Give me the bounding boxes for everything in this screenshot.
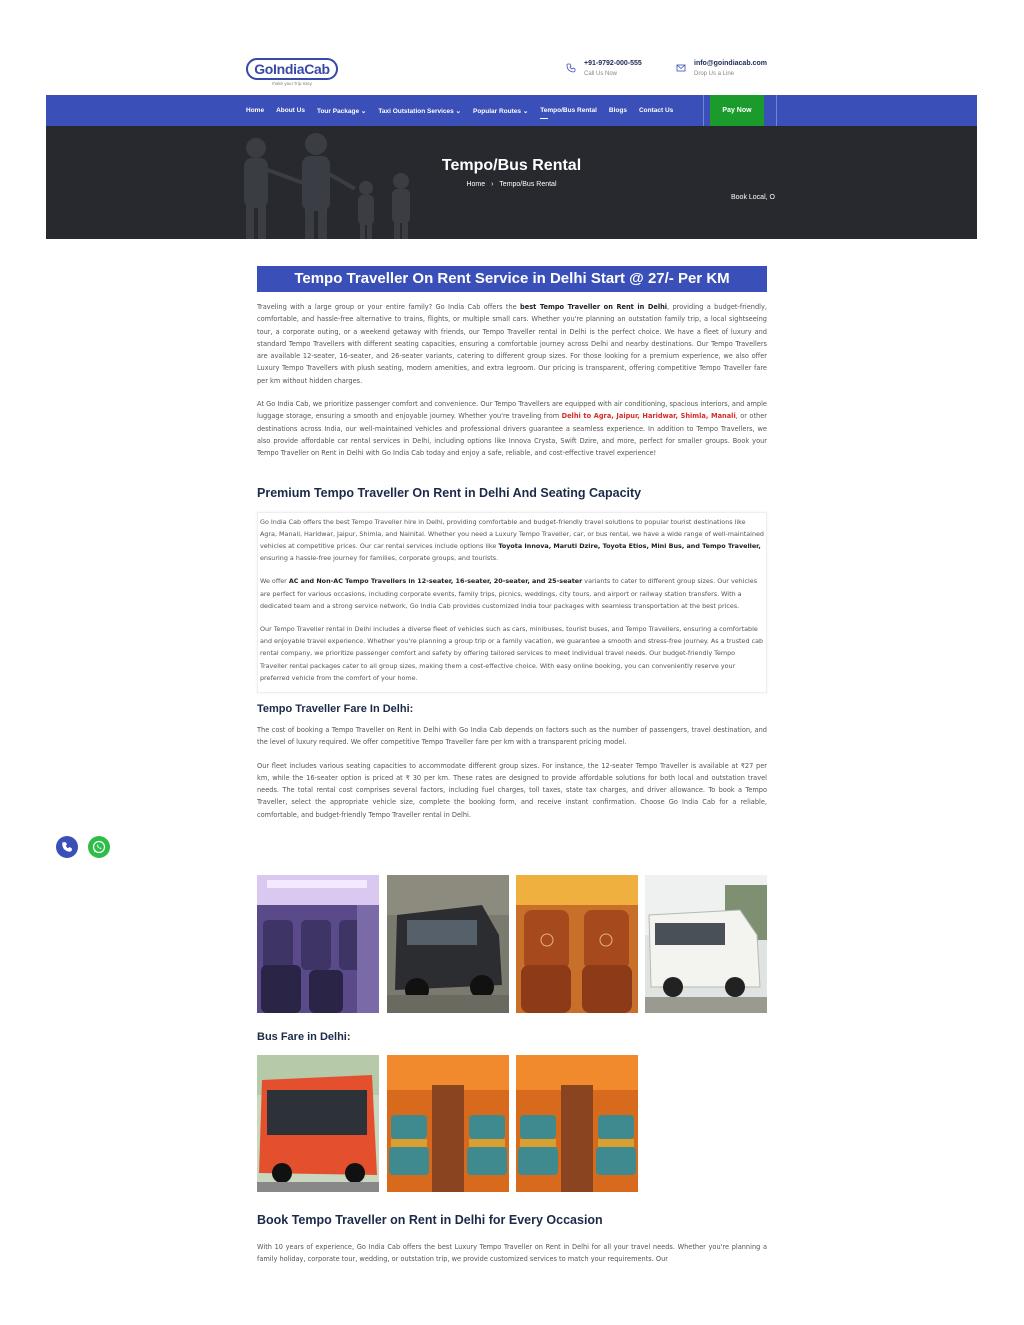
phone-number[interactable]: +91-9792-000-555	[584, 60, 642, 67]
phone-icon	[61, 841, 73, 853]
phone-icon	[566, 63, 576, 73]
email-address[interactable]: info@goindiacab.com	[694, 60, 767, 67]
nav-item-popular-routes[interactable]: Popular Routes ⌄	[473, 107, 529, 115]
nav-items	[246, 95, 673, 126]
book-heading: Book Tempo Traveller on Rent in Delhi for Every Occasion	[257, 1213, 603, 1227]
nav-item-tempo-bus-rental[interactable]: Tempo/Bus Rental	[540, 107, 597, 114]
bus-interior-photo-2[interactable]	[516, 1055, 638, 1192]
box-paragraph-1: Go India Cab offers the best Tempo Traveller hire in Delhi, providing comfortable and budget-friendly travel solutions to popular tourist destinations like Agra, Manali, Haridwar, Jaipur, Shimla, and Nainital. Whether you need a Luxury Tempo Traveller, car, or bus rental, we have a wide range of well-maintained vehicles at competitive prices. Our car rental services include options like Toyota Innova, Maruti Dzire, Toyota Etios, Mini Bus, and Tempo Traveller, ensuring a hassle-free journey for families, corporate groups, and tourists.	[260, 517, 764, 563]
floating-call-button[interactable]	[56, 836, 78, 858]
bus-interior-photo-1[interactable]	[387, 1055, 509, 1192]
nav-divider	[776, 95, 777, 126]
nav-item-home[interactable]: Home	[246, 107, 265, 114]
phone-label: Call Us Now	[584, 71, 618, 77]
mail-icon	[676, 63, 686, 73]
scrolling-marquee: Book Local, O	[731, 194, 775, 201]
pay-now-button[interactable]: Pay Now	[710, 95, 764, 126]
floating-whatsapp-button[interactable]	[88, 836, 110, 858]
phone-contact[interactable]	[566, 60, 642, 77]
fare-paragraph-1: The cost of booking a Tempo Traveller on Rent in Delhi with Go India Cab depends on factors such as the number of passengers, travel destination, and the level of luxury required. We offer competitive Tempo Traveller fare per km with a transparent pricing model.	[257, 726, 767, 747]
tempo-exterior-black-photo[interactable]	[387, 875, 509, 1013]
fare-heading: Tempo Traveller Fare In Delhi:	[257, 703, 414, 715]
logo-text: GoIndiaCab	[246, 58, 338, 80]
nav-item-blogs[interactable]: Blogs	[608, 107, 627, 114]
site-logo[interactable]	[246, 58, 340, 86]
box-paragraph-2: We offer AC and Non-AC Tempo Travellers in 12-seater, 16-seater, 20-seater, and 25-seater variants to cater to different group sizes. Our vehicles are perfect for various occasions, including corporate events, family trips, picnics, weddings, city tours, and airport or railway station transfers. With a dedicated team and a strong service network, Go India Cab provides customized India tour packages with seamless transportation at the best prices.	[260, 577, 758, 610]
nav-item-about-us[interactable]: About Us	[276, 107, 305, 114]
fare-paragraph-2: Our fleet includes various seating capacities to accommodate different group sizes. For instance, the 12-seater Tempo Traveller is available at ₹27 per km, while the 16-seater option is priced at ₹ 30 per km. These rates are designed to provide affordable solutions for both local and outstation travel needs. The total rental cost comprises several factors, including fuel charges, toll taxes, state tax charges, and driver allowance. To book a Tempo Traveller, select the appropriate vehicle size, complete the booking form, and receive instant confirmation. Choose Go India Cab for a reliable, comfortable, and budget-friendly Tempo Traveller rental in Delhi.	[257, 761, 767, 819]
box-paragraph-3: Our Tempo Traveller rental in Delhi includes a diverse fleet of vehicles such as cars, minibuses, tourist buses, and Tempo Travellers, ensuring a comfortable and enjoyable travel experience. Whether you're planning a group trip or a family vacation, we guarantee a smooth and stress-free journey. As a trusted cab rental company, we prioritize passenger comfort and safety by offering tailored services to meet individual travel needs. Our budget-friendly Tempo Traveller rental packages cater to all group sizes, making them a cost-effective choice. With easy online booking, you can conveniently reserve your preferred vehicle from the comfort of your home.	[260, 624, 764, 682]
tempo-exterior-white-photo[interactable]	[645, 875, 767, 1013]
tempo-interior-purple-photo[interactable]	[257, 875, 379, 1013]
nav-divider	[703, 95, 704, 126]
breadcrumb-separator: ›	[491, 181, 494, 188]
breadcrumb-home[interactable]: Home	[466, 181, 486, 188]
whatsapp-icon	[92, 840, 106, 854]
seating-info-box	[257, 512, 767, 693]
hero-banner	[46, 126, 977, 239]
destination-links[interactable]: Delhi to Agra, Jaipur, Haridwar, Shimla, Manali	[561, 412, 736, 421]
tempo-interior-orange-photo[interactable]	[516, 875, 638, 1013]
premium-heading: Premium Tempo Traveller On Rent in Delhi And Seating Capacity	[257, 485, 642, 500]
email-label: Drop Us a Line	[694, 71, 735, 77]
bus-exterior-red-photo[interactable]	[257, 1055, 379, 1192]
nav-item-taxi-outstation[interactable]: Taxi Outstation Services ⌄	[378, 107, 461, 115]
page-title: Tempo/Bus Rental	[441, 157, 582, 174]
bus-fare-heading: Bus Fare in Delhi:	[257, 1031, 351, 1043]
book-paragraph: With 10 years of experience, Go India Cab offers the best Luxury Tempo Traveller on Rent in Delhi for all your travel needs. Whether you're planning a family holiday, corporate tour, wedding, or outstation trip, we provide customized services to match your requirements. Our	[257, 1243, 767, 1264]
main-nav	[46, 95, 977, 126]
intro-paragraph-2: At Go India Cab, we prioritize passenger comfort and convenience. Our Tempo Travellers are equipped with air conditioning, spacious interiors, and ample luggage storage, ensuring a smooth and enjoyable journey. Whether you're traveling from Delhi to Agra, Jaipur, Haridwar, Shimla, Manali, or other destinations across India, our well-maintained vehicles and professional drivers guarantee a seamless experience. In addition to Tempo Travellers, we also provide affordable car rental services in Delhi, including options like Innova Crysta, Swift Dzire, and more, perfect for smaller groups. Book your Tempo Traveller on Rent in Delhi with Go India Cab today and enjoy a safe, reliable, and cost-effective travel experience!	[257, 400, 767, 458]
main-content	[257, 266, 767, 821]
intro-paragraph-1: Traveling with a large group or your entire family? Go India Cab offers the best Tempo Traveller on Rent in Delhi, providing a budget-friendly, comfortable, and hassle-free alternative to trains, flights, or multiple small cars. Whether you're planning an outstation family trip, a local sightseeing tour, a corporate outing, or a weekend getaway with friends, our Tempo Traveller rental in Delhi is the perfect choice. We have a fleet of luxury and standard Tempo Travellers with different seating capacities, ensuring a comfortable journey across Delhi and nearby destinations. Our Tempo Travellers are available 12-seater, 16-seater, and 26-seater variants, catering to different group sizes. For those looking for a premium experience, we also offer Luxury Tempo Travellers with plush seating, modern amenities, and extra legroom. Our pricing is transparent, offering competitive Tempo Traveller fare per km without hidden charges.	[257, 303, 768, 385]
site-header	[0, 0, 1024, 95]
nav-item-contact-us[interactable]: Contact Us	[638, 107, 674, 114]
breadcrumb-current: Tempo/Bus Rental	[499, 181, 557, 188]
nav-item-tour-package[interactable]: Tour Package ⌄	[316, 107, 367, 115]
email-contact[interactable]	[676, 60, 767, 77]
breadcrumb	[46, 181, 977, 188]
service-banner: Tempo Traveller On Rent Service in Delhi Start @ 27/- Per KM	[257, 266, 767, 292]
logo-tagline: make your trip easy	[271, 81, 313, 86]
